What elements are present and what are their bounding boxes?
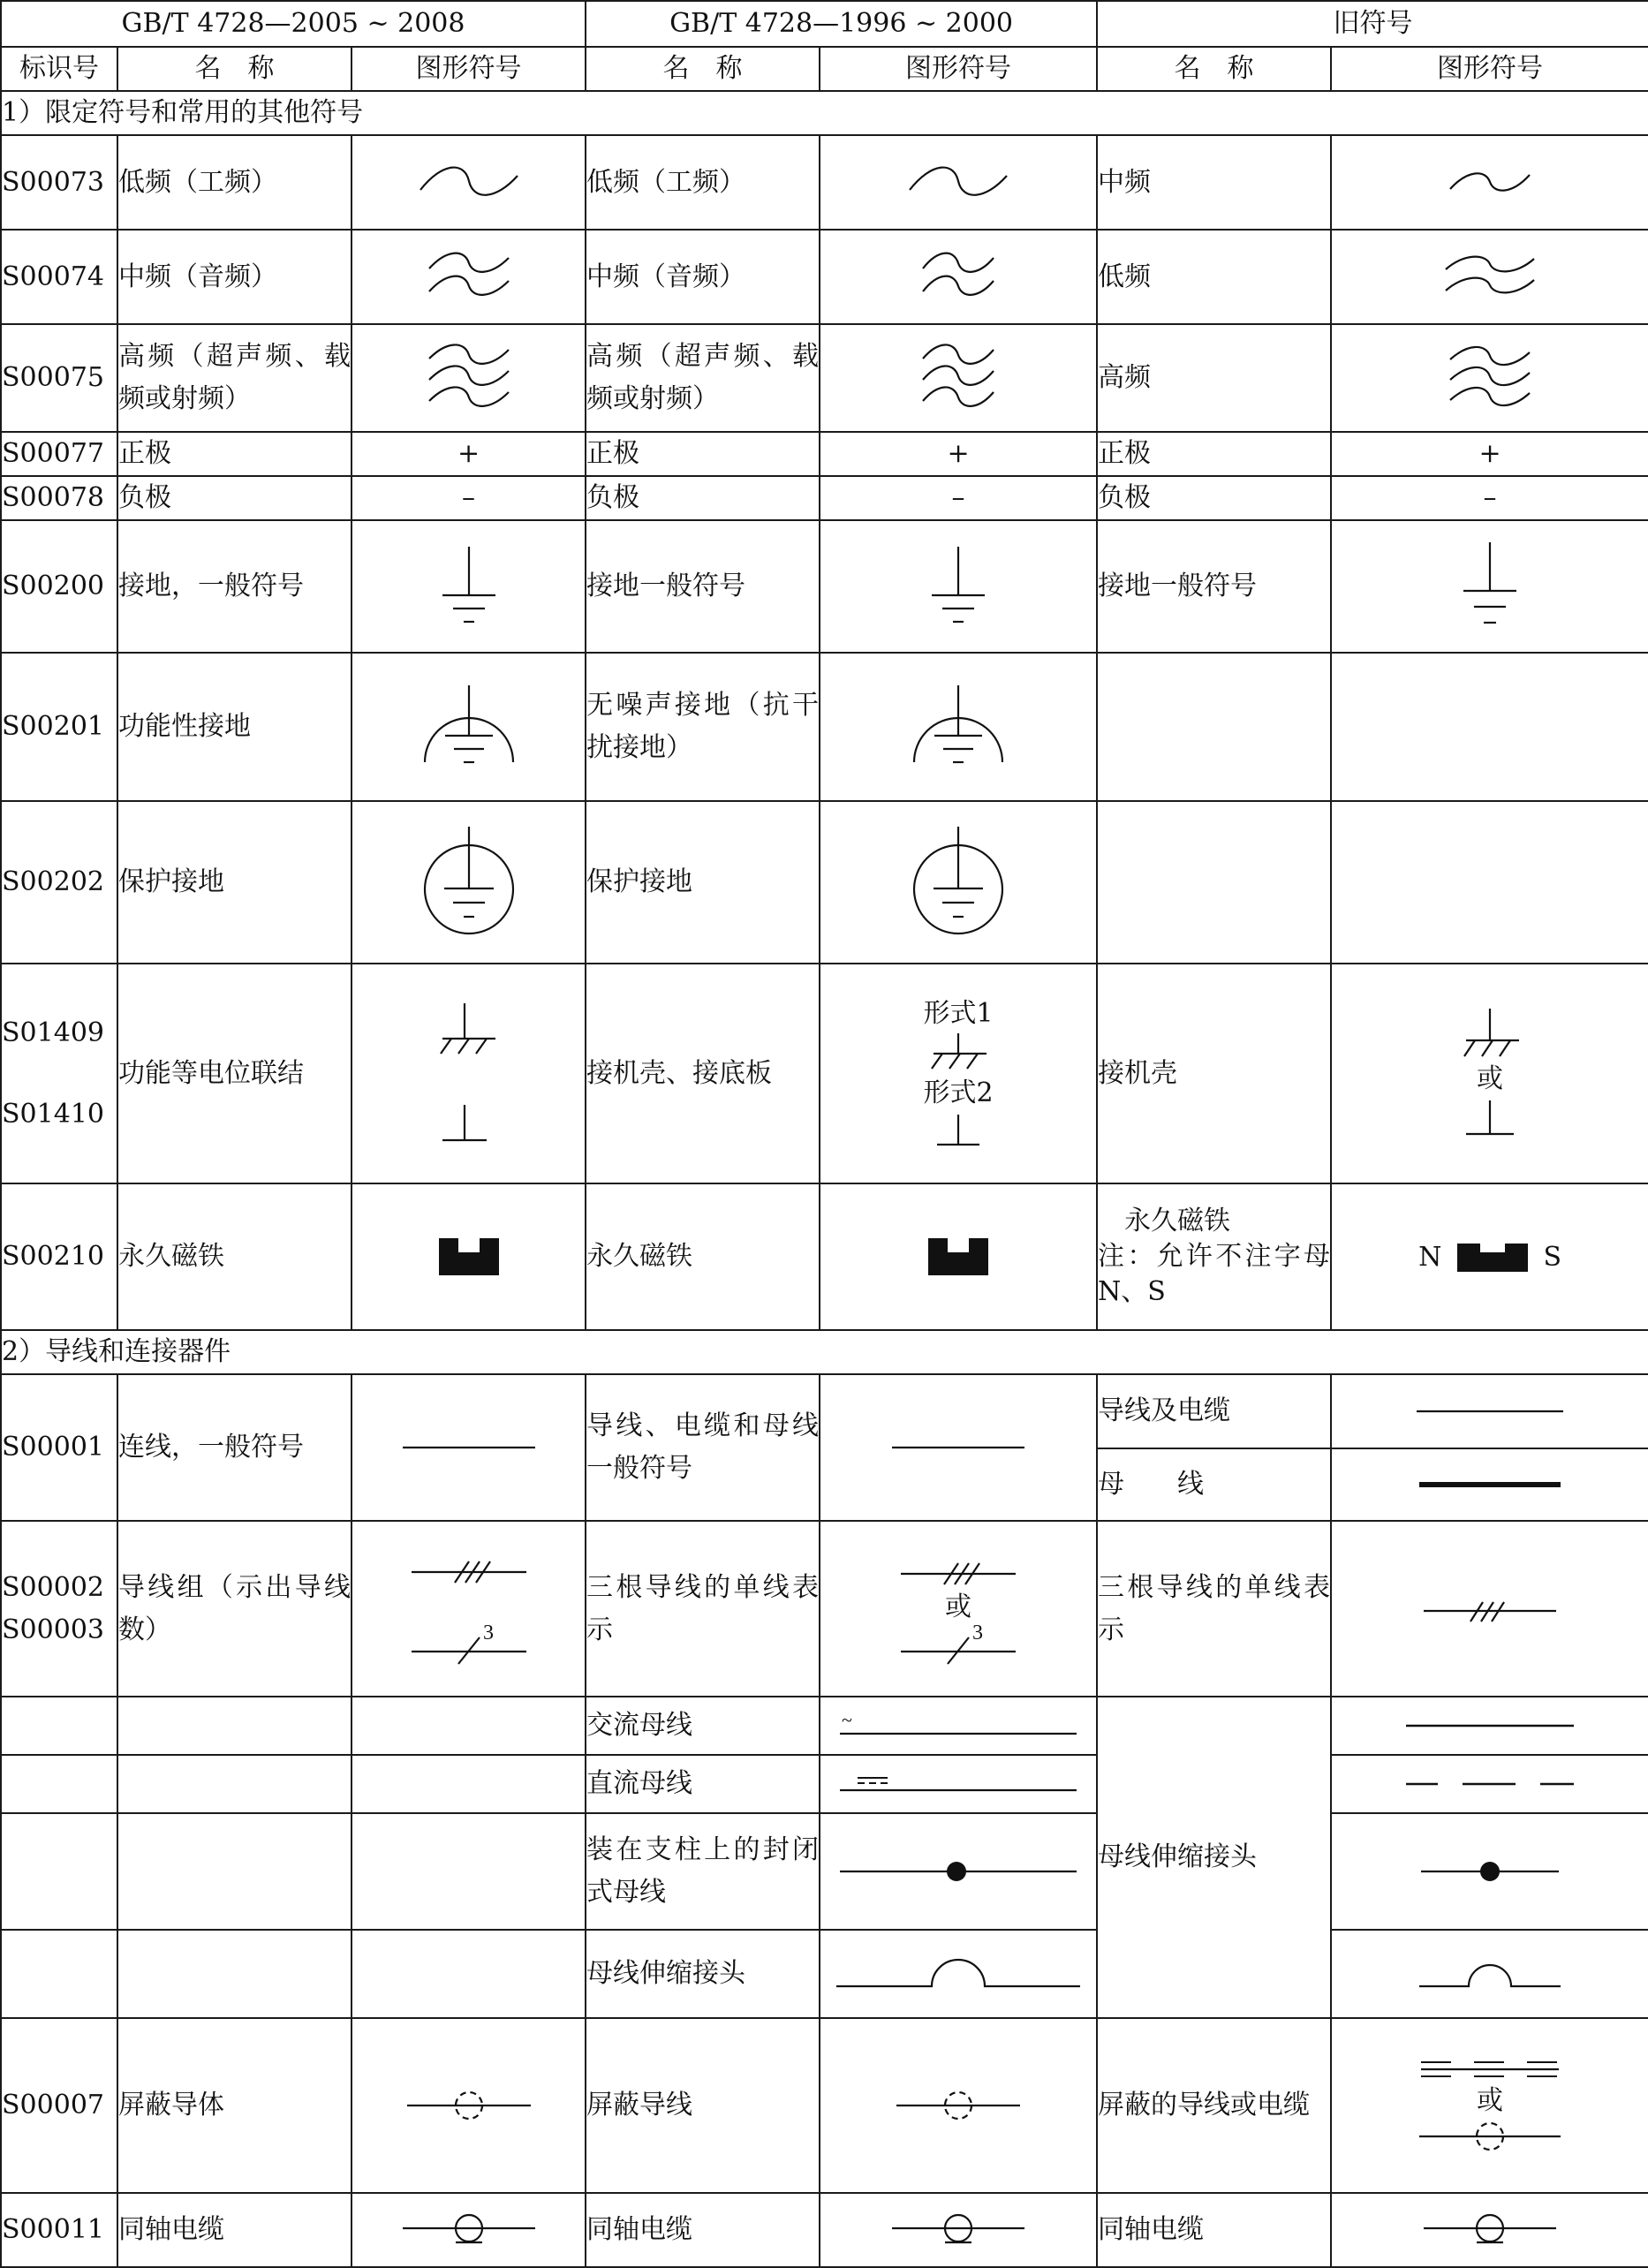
functional-earth-symbol bbox=[820, 653, 1097, 801]
header-name-2005: 名 称 bbox=[117, 47, 352, 91]
mid-frequency-old-symbol bbox=[1331, 135, 1648, 230]
empty-cell bbox=[1097, 801, 1331, 964]
name-old: 正极 bbox=[1097, 432, 1331, 476]
row-id: S00201 bbox=[1, 653, 117, 801]
name-2005-text: 功能等电位联结 bbox=[118, 1057, 304, 1089]
protective-earth-symbol bbox=[820, 801, 1097, 964]
header-std-2005: GB/T 4728—2005 ~ 2008 bbox=[1, 1, 586, 47]
shielded-conductor-symbol bbox=[352, 2018, 586, 2193]
name-2005-text: 导线组（示出导线数） bbox=[118, 1571, 351, 1645]
name-old: 高频 bbox=[1097, 324, 1331, 432]
earth-symbol bbox=[352, 520, 586, 653]
name-old bbox=[1097, 2018, 1331, 2193]
name-1996 bbox=[586, 1813, 820, 1930]
low-frequency-symbol bbox=[820, 135, 1097, 230]
name-old: 母线伸缩接头 bbox=[1097, 1697, 1331, 2018]
table-row bbox=[1, 324, 1648, 432]
functional-earth-symbol bbox=[352, 653, 586, 801]
table-row bbox=[1, 1697, 1648, 1755]
header-graphic-old: 图形符号 bbox=[1331, 47, 1648, 91]
name-old-text: 三根导线的单线表示 bbox=[1098, 1571, 1331, 1645]
table-row bbox=[1, 476, 1648, 520]
coaxial-cable-old-symbol bbox=[1331, 2193, 1648, 2267]
negative-symbol: – bbox=[352, 476, 586, 520]
header-name-1996: 名 称 bbox=[586, 47, 820, 91]
name-2005 bbox=[117, 1521, 352, 1697]
positive-symbol: + bbox=[820, 432, 1097, 476]
conductor-group-symbol bbox=[352, 1521, 586, 1697]
name-old: 接地一般符号 bbox=[1097, 520, 1331, 653]
three-conductor-symbol bbox=[820, 1521, 1097, 1697]
table-row bbox=[1, 2193, 1648, 2267]
pole-s-label: S bbox=[1543, 1241, 1561, 1273]
empty-cell bbox=[117, 1697, 352, 1755]
table-row bbox=[1, 1813, 1648, 1930]
section-row-2 bbox=[1, 1330, 1648, 1374]
empty-cell bbox=[1, 1755, 117, 1813]
table-row bbox=[1, 1374, 1648, 1448]
header-row-columns bbox=[1, 47, 1648, 91]
name-1996: 保护接地 bbox=[586, 801, 820, 964]
positive-symbol: + bbox=[352, 432, 586, 476]
chassis-symbol-forms bbox=[820, 964, 1097, 1183]
name-1996: 接地一般符号 bbox=[586, 520, 820, 653]
permanent-magnet-symbol bbox=[352, 1183, 586, 1330]
name-1996 bbox=[586, 1521, 820, 1697]
table-row bbox=[1, 135, 1648, 230]
name-2005: 永久磁铁 bbox=[117, 1183, 352, 1330]
busbar-expansion-old-symbol bbox=[1331, 1930, 1648, 2018]
magnet-old-note: 注：允许不注字母 N、S bbox=[1098, 1241, 1331, 1307]
name-1996: 屏蔽导线 bbox=[586, 2018, 820, 2193]
header-row-standards bbox=[1, 1, 1648, 47]
empty-cell bbox=[1331, 801, 1648, 964]
name-1996-text: 高频（超声频、载频或射频） bbox=[586, 341, 820, 414]
name-2005: 保护接地 bbox=[117, 801, 352, 964]
empty-cell bbox=[1, 1697, 117, 1755]
name-1996 bbox=[586, 653, 820, 801]
header-graphic-2005: 图形符号 bbox=[352, 47, 586, 91]
empty-cell bbox=[117, 1813, 352, 1930]
name-old bbox=[1097, 1183, 1331, 1330]
name-2005-text: 高频（超声频、载频或射频） bbox=[118, 341, 351, 414]
name-1996: 接机壳、接底板 bbox=[586, 964, 820, 1183]
name-1996: 正极 bbox=[586, 432, 820, 476]
dc-busbar-old-symbol bbox=[1331, 1755, 1648, 1813]
header-name-old: 名 称 bbox=[1097, 47, 1331, 91]
row-id: S00202 bbox=[1, 801, 117, 964]
name-1996: 低频（工频） bbox=[586, 135, 820, 230]
permanent-magnet-symbol bbox=[820, 1183, 1097, 1330]
table-row bbox=[1, 1755, 1648, 1813]
name-old: 负极 bbox=[1097, 476, 1331, 520]
high-frequency-old-symbol bbox=[1331, 324, 1648, 432]
enclosed-busbar-old-symbol bbox=[1331, 1813, 1648, 1930]
earth-symbol bbox=[820, 520, 1097, 653]
name-old: 同轴电缆 bbox=[1097, 2193, 1331, 2267]
table-row bbox=[1, 432, 1648, 476]
mid-frequency-symbol bbox=[352, 230, 586, 324]
name-1996: 负极 bbox=[586, 476, 820, 520]
earth-old-symbol bbox=[1331, 520, 1648, 653]
permanent-magnet-old-symbol bbox=[1331, 1183, 1648, 1330]
section-title-2: 2）导线和连接器件 bbox=[1, 1330, 1648, 1374]
row-id: S00074 bbox=[1, 230, 117, 324]
empty-cell bbox=[117, 1755, 352, 1813]
header-old-symbol: 旧符号 bbox=[1097, 1, 1648, 47]
name-1996-text: 三根导线的单线表示 bbox=[586, 1571, 820, 1645]
name-2005: 屏蔽导体 bbox=[117, 2018, 352, 2193]
negative-symbol: – bbox=[1331, 476, 1648, 520]
name-2005: 低频（工频） bbox=[117, 135, 352, 230]
name-1996: 同轴电缆 bbox=[586, 2193, 820, 2267]
form-2-label: 形式2 bbox=[923, 1077, 994, 1108]
dc-busbar-symbol bbox=[820, 1755, 1097, 1813]
name-old: 低频 bbox=[1097, 230, 1331, 324]
connection-line-symbol bbox=[352, 1374, 586, 1521]
row-id-a: S00002 bbox=[2, 1571, 104, 1603]
or-label: 或 bbox=[1477, 1062, 1504, 1094]
table-row bbox=[1, 801, 1648, 964]
table-row bbox=[1, 964, 1648, 1183]
name-old bbox=[1097, 1521, 1331, 1697]
name-2005: 中频（音频） bbox=[117, 230, 352, 324]
table-row bbox=[1, 1930, 1648, 2018]
row-ids bbox=[1, 964, 117, 1183]
name-1996-text: 无噪声接地（抗干扰接地） bbox=[586, 690, 820, 763]
row-id: S00077 bbox=[1, 432, 117, 476]
empty-cell bbox=[1, 1813, 117, 1930]
row-id: S00078 bbox=[1, 476, 117, 520]
name-1996: 中频（音频） bbox=[586, 230, 820, 324]
name-2005: 负极 bbox=[117, 476, 352, 520]
or-label: 或 bbox=[1477, 2085, 1504, 2116]
table-row bbox=[1, 1183, 1648, 1330]
row-ids bbox=[1, 1521, 117, 1697]
name-old: 中频 bbox=[1097, 135, 1331, 230]
row-id: S00001 bbox=[1, 1374, 117, 1521]
name-1996: 母线伸缩接头 bbox=[586, 1930, 820, 2018]
ac-busbar-old-symbol bbox=[1331, 1697, 1648, 1755]
three-conductor-old-symbol bbox=[1331, 1521, 1648, 1697]
name-2005 bbox=[117, 964, 352, 1183]
name-1996 bbox=[586, 324, 820, 432]
row-id: S00200 bbox=[1, 520, 117, 653]
empty-cell bbox=[1097, 653, 1331, 801]
empty-cell bbox=[1331, 653, 1648, 801]
row-id: S00007 bbox=[1, 2018, 117, 2193]
chassis-old-symbol bbox=[1331, 964, 1648, 1183]
empty-cell bbox=[352, 1697, 586, 1755]
row-id-b: S00003 bbox=[2, 1614, 104, 1645]
name-1996-text: 装在支柱上的封闭式母线 bbox=[586, 1834, 820, 1908]
pole-n-label: N bbox=[1418, 1241, 1442, 1273]
header-graphic-1996: 图形符号 bbox=[820, 47, 1097, 91]
row-id: S00011 bbox=[1, 2193, 117, 2267]
table-row bbox=[1, 1521, 1648, 1697]
high-frequency-symbol bbox=[820, 324, 1097, 432]
name-2005: 正极 bbox=[117, 432, 352, 476]
ac-busbar-symbol bbox=[820, 1697, 1097, 1755]
name-1996: 直流母线 bbox=[586, 1755, 820, 1813]
name-old: 接机壳 bbox=[1097, 964, 1331, 1183]
row-id-b: S01410 bbox=[2, 1098, 104, 1130]
positive-symbol: + bbox=[1331, 432, 1648, 476]
low-frequency-symbol bbox=[352, 135, 586, 230]
row-id: S00210 bbox=[1, 1183, 117, 1330]
or-label: 或 bbox=[945, 1591, 972, 1622]
coaxial-cable-symbol bbox=[352, 2193, 586, 2267]
name-old-cable: 导线及电缆 bbox=[1097, 1374, 1331, 1448]
name-1996 bbox=[586, 1374, 820, 1521]
coaxial-cable-symbol bbox=[820, 2193, 1097, 2267]
row-id: S00073 bbox=[1, 135, 117, 230]
table-row bbox=[1, 230, 1648, 324]
name-2005 bbox=[117, 324, 352, 432]
magnet-old-name: 永久磁铁 bbox=[1124, 1206, 1231, 1236]
bonding-symbol bbox=[352, 964, 586, 1183]
low-frequency-old-symbol bbox=[1331, 230, 1648, 324]
busbar-old-symbol bbox=[1331, 1448, 1648, 1521]
shielded-conductor-symbol bbox=[820, 2018, 1097, 2193]
form-1-label: 形式1 bbox=[923, 997, 994, 1029]
empty-cell bbox=[1, 1930, 117, 2018]
conductor-line-symbol bbox=[820, 1374, 1097, 1521]
name-2005: 接地，一般符号 bbox=[117, 520, 352, 653]
conductor-count-label: 3 bbox=[972, 1621, 984, 1644]
table-row bbox=[1, 2018, 1648, 2193]
mid-frequency-symbol bbox=[820, 230, 1097, 324]
name-1996: 交流母线 bbox=[586, 1697, 820, 1755]
busbar-expansion-symbol bbox=[820, 1930, 1097, 2018]
shielded-conductor-old-symbol bbox=[1331, 2018, 1648, 2193]
protective-earth-symbol bbox=[352, 801, 586, 964]
name-2005: 连线，一般符号 bbox=[117, 1374, 352, 1521]
name-1996-text: 导线、电缆和母线一般符号 bbox=[586, 1410, 820, 1484]
cable-old-symbol bbox=[1331, 1374, 1648, 1448]
section-title-1: 1）限定符号和常用的其他符号 bbox=[1, 91, 1648, 135]
name-2005: 功能性接地 bbox=[117, 653, 352, 801]
negative-symbol: – bbox=[820, 476, 1097, 520]
row-id-a: S01409 bbox=[2, 1017, 104, 1048]
table-row bbox=[1, 653, 1648, 801]
high-frequency-symbol bbox=[352, 324, 586, 432]
empty-cell bbox=[352, 1930, 586, 2018]
table-row bbox=[1, 520, 1648, 653]
enclosed-busbar-symbol bbox=[820, 1813, 1097, 1930]
name-old-text: 屏蔽的导线或电缆 bbox=[1098, 2090, 1311, 2121]
row-id: S00075 bbox=[1, 324, 117, 432]
header-id: 标识号 bbox=[1, 47, 117, 91]
name-1996: 永久磁铁 bbox=[586, 1183, 820, 1330]
ac-mark: ~ bbox=[842, 1709, 852, 1731]
name-2005: 同轴电缆 bbox=[117, 2193, 352, 2267]
name-old-busbar: 母 线 bbox=[1097, 1448, 1331, 1521]
empty-cell bbox=[352, 1813, 586, 1930]
section-row-1 bbox=[1, 91, 1648, 135]
header-std-1996: GB/T 4728—1996 ~ 2000 bbox=[586, 1, 1097, 47]
conductor-count-label: 3 bbox=[482, 1621, 494, 1644]
empty-cell bbox=[352, 1755, 586, 1813]
empty-cell bbox=[117, 1930, 352, 2018]
